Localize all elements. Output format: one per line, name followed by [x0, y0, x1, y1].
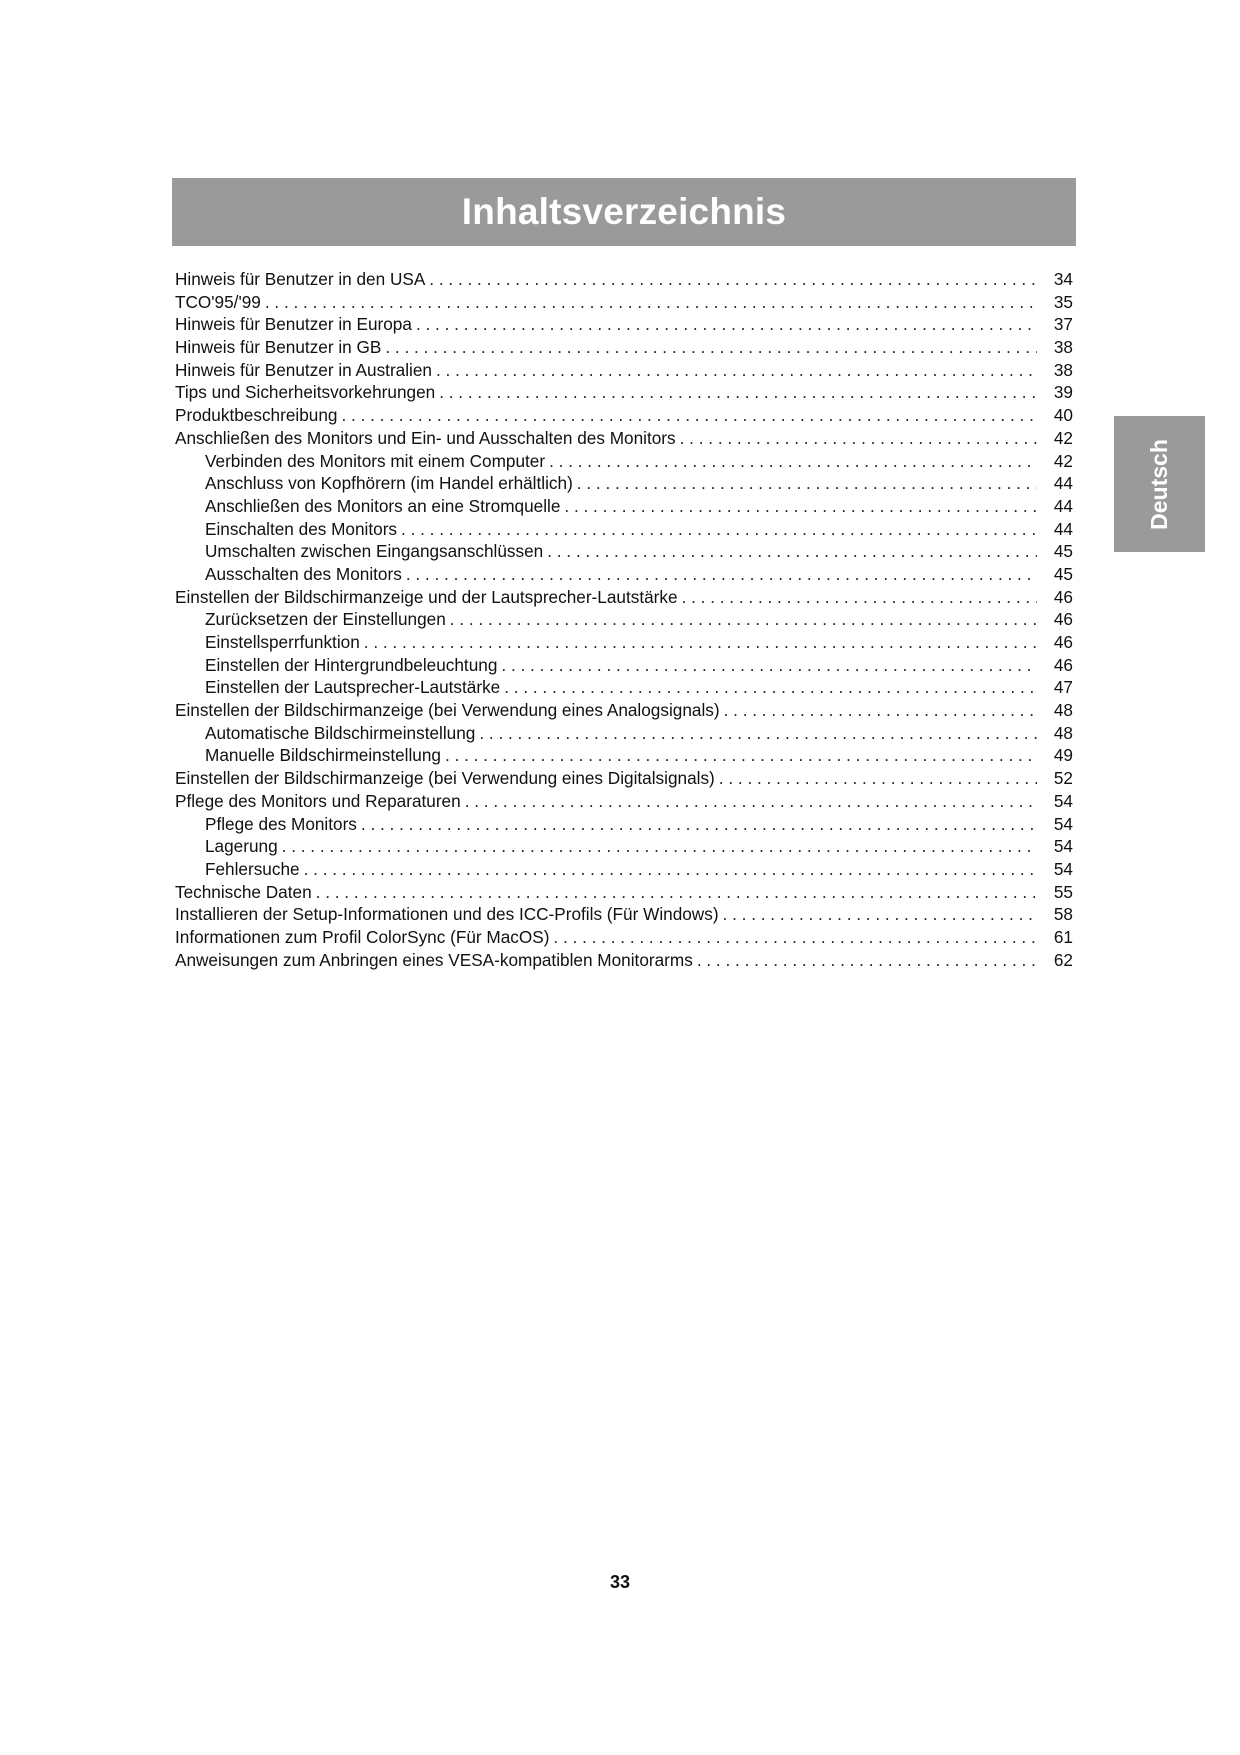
toc-entry-page: 48	[1053, 700, 1073, 721]
toc-entry-page: 55	[1053, 881, 1073, 902]
toc-entry-page: 34	[1053, 269, 1073, 289]
toc-entry-leader	[445, 744, 1037, 767]
toc-entry[interactable]	[175, 563, 1073, 586]
toc-entry[interactable]	[175, 881, 1073, 904]
toc-entry-page: 58	[1053, 904, 1073, 925]
toc-entry-label: Ausschalten des Monitors	[205, 563, 402, 584]
toc-entry-label: Verbinden des Monitors mit einem Computer	[205, 450, 546, 471]
toc-entry[interactable]	[175, 722, 1073, 745]
toc-entry[interactable]	[175, 336, 1073, 359]
toc-entry-label: Hinweis für Benutzer in den USA	[175, 269, 426, 289]
toc-entry-page: 38	[1053, 337, 1073, 358]
toc-entry[interactable]	[175, 903, 1073, 926]
toc-entry-label: Zurücksetzen der Einstellungen	[205, 609, 446, 630]
toc-entry-leader	[577, 472, 1037, 495]
toc-entry-leader	[364, 631, 1037, 654]
toc-entry[interactable]	[175, 291, 1073, 314]
toc-entry-label: Hinweis für Benutzer in Australien	[175, 359, 432, 380]
toc-entry[interactable]	[175, 359, 1073, 382]
toc-entry-label: Einstellen der Bildschirmanzeige (bei Verwendung eines Analogsignals)	[175, 700, 720, 721]
toc-entry-page: 54	[1053, 790, 1073, 811]
toc-entry-leader	[401, 518, 1037, 541]
toc-entry-page: 46	[1053, 609, 1073, 630]
toc-entry-leader	[429, 268, 1037, 291]
page-title: Inhaltsverzeichnis	[461, 191, 787, 232]
toc-entry-leader	[361, 813, 1037, 836]
toc-entry-label: Hinweis für Benutzer in GB	[175, 337, 382, 358]
toc-entry-label: Anschließen des Monitors an eine Stromquelle	[205, 495, 561, 516]
toc-entry-label: Anschluss von Kopfhörern (im Handel erhältlich)	[205, 473, 573, 494]
toc-entry[interactable]	[175, 268, 1073, 291]
toc-entry-leader	[549, 450, 1037, 473]
toc-entry-leader	[341, 404, 1037, 427]
toc-entry-page: 62	[1053, 949, 1073, 970]
toc-entry[interactable]	[175, 495, 1073, 518]
toc-entry[interactable]	[175, 926, 1073, 949]
toc-entry-page: 40	[1053, 405, 1073, 426]
toc-entry[interactable]	[175, 608, 1073, 631]
toc-entry-page: 46	[1053, 632, 1073, 652]
toc-entry-page: 42	[1053, 450, 1073, 471]
toc-entry-page: 39	[1053, 382, 1073, 403]
toc-entry-label: Pflege des Monitors	[205, 813, 357, 834]
toc-entry-page: 47	[1053, 677, 1073, 698]
toc-entry-leader	[439, 381, 1037, 404]
toc-entry[interactable]	[175, 450, 1073, 473]
toc-entry-leader	[406, 563, 1037, 586]
toc-entry[interactable]	[175, 631, 1073, 654]
toc-entry-leader	[724, 699, 1037, 722]
toc-entry[interactable]	[175, 404, 1073, 427]
toc-entry-label: Tips und Sicherheitsvorkehrungen	[175, 382, 436, 403]
language-tab	[1114, 416, 1205, 552]
page-number: 33	[609, 1572, 631, 1592]
toc-entry[interactable]	[175, 949, 1073, 972]
toc-entry-page: 54	[1053, 836, 1073, 857]
toc-entry-leader	[385, 336, 1037, 359]
toc-entry-leader	[316, 881, 1037, 904]
toc-entry-leader	[501, 654, 1037, 677]
toc-entry-page: 54	[1053, 858, 1073, 879]
title-banner	[172, 178, 1076, 246]
toc-entry-label: Einstellen der Hintergrundbeleuchtung	[205, 654, 498, 675]
toc-entry[interactable]	[175, 835, 1073, 858]
toc-entry-leader	[564, 495, 1037, 518]
toc-entry-page: 44	[1053, 473, 1073, 494]
toc-entry[interactable]	[175, 676, 1073, 699]
toc-entry-leader	[553, 926, 1037, 949]
toc-entry[interactable]	[175, 767, 1073, 790]
language-tab-label: Deutsch	[1146, 438, 1172, 530]
toc-entry-leader	[436, 359, 1037, 382]
toc-entry-label: Einstellen der Lautsprecher-Lautstärke	[205, 677, 501, 698]
toc-entry-label: Pflege des Monitors und Reparaturen	[175, 790, 461, 811]
toc-entry[interactable]	[175, 654, 1073, 677]
toc-entry-leader	[547, 540, 1037, 563]
toc-entry-label: Einstellen der Bildschirmanzeige (bei Verwendung eines Digitalsignals)	[175, 768, 715, 789]
toc-entry[interactable]	[175, 540, 1073, 563]
table-of-contents	[175, 268, 1073, 971]
toc-entry-label: Anschließen des Monitors und Ein- und Ausschalten des Monitors	[175, 427, 676, 448]
toc-entry-leader	[697, 949, 1037, 972]
toc-entry-leader	[723, 903, 1037, 926]
toc-entry-label: Umschalten zwischen Eingangsanschlüssen	[205, 541, 544, 562]
toc-entry[interactable]	[175, 813, 1073, 836]
toc-entry-label: Einstellsperrfunktion	[205, 632, 360, 652]
toc-entry-leader	[682, 586, 1037, 609]
toc-entry-page: 35	[1053, 291, 1073, 312]
toc-entry-page: 45	[1053, 563, 1073, 584]
toc-entry-label: Anweisungen zum Anbringen eines VESA-kompatiblen Monitorarms	[175, 949, 693, 970]
toc-entry-page: 48	[1053, 722, 1073, 743]
toc-entry-label: Lagerung	[205, 836, 278, 857]
toc-entry[interactable]	[175, 472, 1073, 495]
toc-entry-page: 46	[1053, 654, 1073, 675]
toc-entry-label: Installieren der Setup-Informationen und des ICC-Profils (Für Windows)	[175, 904, 719, 925]
toc-entry-label: Fehlersuche	[205, 858, 300, 879]
toc-entry-leader	[282, 835, 1037, 858]
toc-entry-label: Einschalten des Monitors	[205, 518, 398, 539]
toc-entry[interactable]	[175, 381, 1073, 404]
toc-entry-page: 44	[1053, 518, 1073, 539]
toc-entry-label: TCO'95/'99	[175, 291, 261, 312]
toc-entry[interactable]	[175, 518, 1073, 541]
toc-entry[interactable]	[175, 427, 1073, 450]
toc-entry-label: Einstellen der Bildschirmanzeige und der Lautsprecher-Lautstärke	[175, 586, 678, 607]
toc-entry[interactable]	[175, 744, 1073, 767]
toc-entry-leader	[465, 790, 1037, 813]
toc-entry-label: Produktbeschreibung	[175, 405, 338, 426]
toc-entry-page: 37	[1053, 314, 1073, 335]
toc-entry-leader	[479, 722, 1037, 745]
toc-entry-label: Manuelle Bildschirmeinstellung	[205, 745, 441, 766]
toc-entry-page: 52	[1053, 768, 1073, 789]
toc-entry-label: Hinweis für Benutzer in Europa	[175, 314, 412, 335]
toc-entry[interactable]	[175, 858, 1073, 881]
toc-entry-page: 44	[1053, 495, 1073, 516]
toc-entry-label: Technische Daten	[175, 881, 312, 902]
toc-entry-leader	[504, 676, 1037, 699]
toc-entry[interactable]	[175, 699, 1073, 722]
toc-entry[interactable]	[175, 790, 1073, 813]
toc-entry-page: 49	[1053, 745, 1073, 766]
toc-entry-leader	[304, 858, 1037, 881]
toc-entry-page: 54	[1053, 813, 1073, 834]
toc-entry-label: Automatische Bildschirmeinstellung	[205, 722, 476, 743]
toc-entry-leader	[719, 767, 1037, 790]
toc-entry-page: 42	[1053, 427, 1073, 448]
toc-entry-page: 61	[1053, 926, 1073, 947]
toc-entry-page: 38	[1053, 359, 1073, 380]
toc-entry-leader	[450, 608, 1037, 631]
toc-entry[interactable]	[175, 313, 1073, 336]
toc-entry-leader	[416, 313, 1037, 336]
toc-entry-page: 46	[1053, 586, 1073, 607]
toc-entry-leader	[265, 291, 1037, 314]
toc-entry[interactable]	[175, 586, 1073, 609]
toc-entry-page: 45	[1053, 541, 1073, 562]
toc-entry-label: Informationen zum Profil ColorSync (Für MacOS)	[175, 926, 550, 947]
toc-entry-leader	[680, 427, 1037, 450]
